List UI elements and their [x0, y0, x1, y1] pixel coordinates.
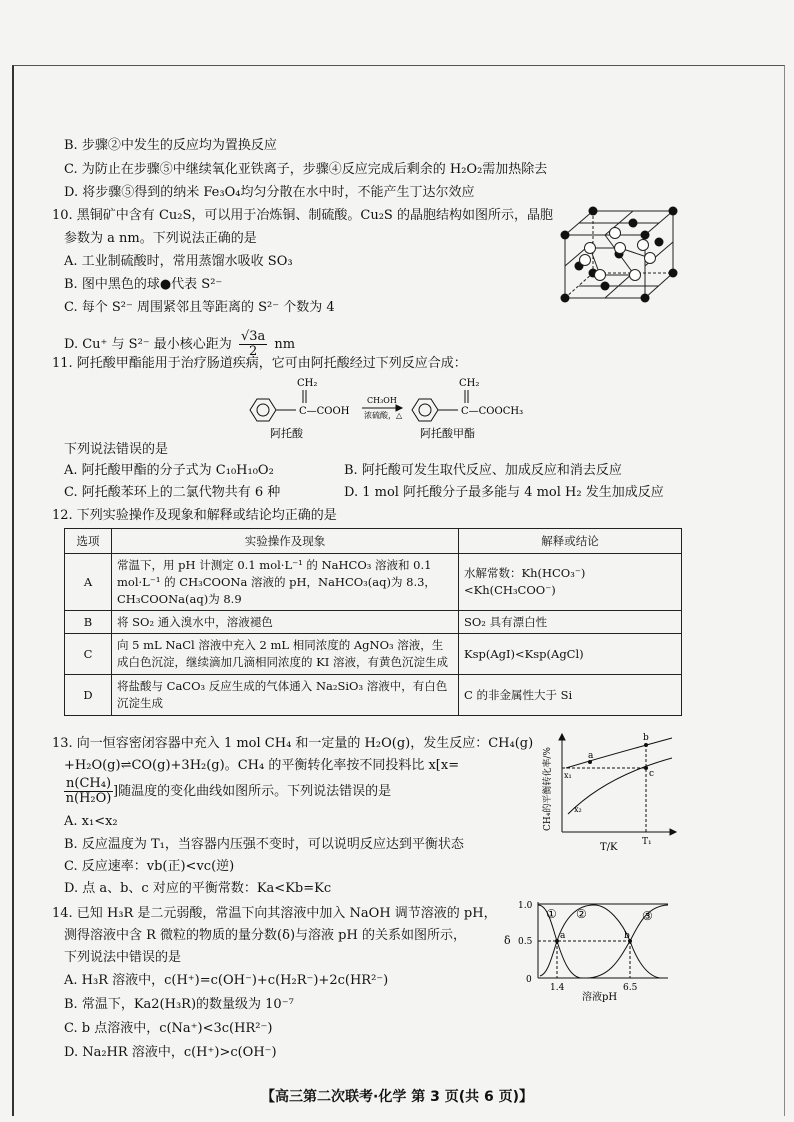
q14-stem-2: 测得溶液中含 R 微粒的物质的量分数(δ)与溶液 pH 的关系如图所示， — [64, 928, 466, 943]
table-row — [65, 675, 682, 716]
point-a — [555, 939, 559, 943]
q14-option-a: A. H₃R 溶液中，c(H⁺)=c(OH⁻)+c(H₂R⁻)+2c(HR²⁻) — [64, 973, 389, 988]
cooch3-group: C—COOCH₃ — [461, 406, 524, 417]
q9-option-b: B. 步骤②中发生的反应均为置换反应 — [64, 138, 277, 153]
q13-option-b: B. 反应温度为 T₁，当容器内压强不变时，可以说明反应达到平衡状态 — [64, 837, 464, 852]
point-c — [644, 766, 648, 770]
q10-stem-1: 10. 黑铜矿中含有 Cu₂S，可以用于冶炼铜、制硫酸。Cu₂S 的晶胞结构如图所示，晶胞 — [52, 208, 553, 223]
table-row — [65, 611, 682, 634]
point-b — [644, 743, 648, 747]
graph13-xlabel: T/K — [600, 842, 618, 853]
curve-3-label: ③ — [642, 909, 653, 923]
methyl-atropate-label: 阿托酸甲酯 — [420, 427, 475, 440]
table-row — [65, 554, 682, 611]
graph14-y-05: 0.5 — [518, 937, 533, 947]
graph14-y-1: 1.0 — [518, 901, 533, 911]
q12-stem: 12. 下列实验操作及现象和解释或结论均正确的是 — [52, 508, 337, 523]
q10-stem-2: 参数为 a nm。下列说法正确的是 — [64, 231, 257, 246]
graph14-xlabel: 溶液pH — [582, 992, 618, 1003]
graph14-a-label: a — [560, 931, 566, 941]
graph13-t1: T₁ — [642, 837, 652, 847]
q9-option-d: D. 将步骤⑤得到的纳米 Fe₃O₄均匀分散在水中时，不能产生丁达尔效应 — [64, 185, 475, 200]
graph13-x1-label: x₁ — [564, 771, 572, 780]
graph13-b-label: b — [643, 733, 649, 743]
q11-stem-2: 下列说法错误的是 — [64, 442, 169, 457]
q13-option-c: C. 反应速率：vb(正)<vc(逆) — [64, 859, 235, 874]
atropic-acid-label: 阿托酸 — [270, 427, 303, 440]
table-header-row — [65, 529, 682, 554]
q13-stem-3 — [64, 777, 391, 806]
row-conclusion: SO₂ 具有漂白性 — [459, 611, 682, 634]
q13-stem-3-text: ]随温度的变化曲线如图所示。下列说法错误的是 — [113, 784, 392, 799]
graph13-x2-label: x₂ — [574, 805, 582, 814]
graph13-a-label: a — [588, 751, 594, 761]
q13-ratio-denominator: n(H₂O) — [65, 791, 112, 806]
row-option: A — [65, 554, 112, 611]
row-operation: 将盐酸与 CaCO₃ 反应生成的气体通入 Na₂SiO₃ 溶液中，有白色沉淀生成 — [112, 675, 459, 716]
page-footer: 【高三第二次联考·化学 第 3 页(共 6 页)】 — [261, 1089, 533, 1105]
q14-option-d: D. Na₂HR 溶液中，c(H⁺)>c(OH⁻) — [64, 1045, 277, 1060]
q10-option-b: B. 图中黑色的球●代表 S²⁻ — [64, 277, 223, 292]
q10-d-unit: nm — [274, 337, 296, 352]
ch2-left: CH₂ — [297, 378, 318, 389]
table-row — [65, 634, 682, 675]
q14-option-c: C. b 点溶液中，c(Na⁺)<3c(HR²⁻) — [64, 1021, 273, 1036]
conversion-rate-graph — [536, 728, 682, 856]
graph13-c-label: c — [649, 769, 655, 779]
q11-option-c: C. 阿托酸苯环上的二氯代物共有 6 种 — [64, 485, 281, 500]
q10-option-c: C. 每个 S²⁻ 周围紧邻且等距离的 S²⁻ 个数为 4 — [64, 300, 335, 315]
q14-option-b: B. 常温下，Ka2(H₃R)的数量级为 10⁻⁷ — [64, 997, 294, 1012]
crystal-cell-figure — [555, 203, 685, 303]
row-option: C — [65, 634, 112, 675]
q11-option-a: A. 阿托酸甲酯的分子式为 C₁₀H₁₀O₂ — [64, 463, 274, 478]
graph14-b-label: b — [624, 931, 630, 941]
distribution-fraction-graph — [500, 896, 675, 1004]
reaction-scheme — [240, 376, 540, 442]
experiment-table — [64, 528, 682, 716]
reagent-top: CH₃OH — [367, 396, 397, 405]
header-conclusion: 解释或结论 — [459, 529, 682, 554]
row-operation: 将 SO₂ 通入溴水中，溶液褪色 — [112, 611, 459, 634]
row-option: B — [65, 611, 112, 634]
header-operation: 实验操作及现象 — [112, 529, 459, 554]
q13-ratio-fraction — [64, 777, 113, 806]
q13-stem-1: 13. 向一恒容密闭容器中充入 1 mol CH₄ 和一定量的 H₂O(g)，发生反应：CH₄(g) — [52, 736, 534, 751]
reagent-bottom: 浓硫酸，△ — [364, 411, 403, 420]
q13-stem-2: +H₂O(g)⇌CO(g)+3H₂(g)。CH₄ 的平衡转化率按不同投料比 x[x= — [64, 758, 460, 773]
q14-stem-1: 14. 已知 H₃R 是二元弱酸，常温下向其溶液中加入 NaOH 调节溶液的 pH， — [52, 906, 497, 921]
q13-option-d: D. 点 a、b、c 对应的平衡常数：Ka<Kb=Kc — [64, 881, 332, 896]
graph14-ylabel: δ — [504, 934, 511, 947]
row-operation: 向 5 mL NaCl 溶液中充入 2 mL 相同浓度的 AgNO₃ 溶液，生成白色沉淀，继续滴加几滴相同浓度的 KI 溶液，有黄色沉淀生成 — [112, 634, 459, 675]
row-option: D — [65, 675, 112, 716]
q10-option-a: A. 工业制硫酸时，常用蒸馏水吸收 SO₃ — [64, 254, 293, 269]
q11-stem-1: 11. 阿托酸甲酯能用于治疗肠道疾病，它可由阿托酸经过下列反应合成： — [52, 356, 467, 371]
cooh-group: C—COOH — [299, 406, 350, 417]
q13-option-a: A. x₁<x₂ — [64, 814, 118, 829]
graph13-ylabel: CH₄的平衡转化率/% — [543, 747, 553, 831]
row-conclusion: Ksp(AgI)<Ksp(AgCl) — [459, 634, 682, 675]
row-conclusion: 水解常数：Kh(HCO₃⁻)<Kh(CH₃COO⁻) — [459, 554, 682, 611]
header-option: 选项 — [65, 529, 112, 554]
row-conclusion: C 的非金属性大于 Si — [459, 675, 682, 716]
curve-2-label: ② — [576, 907, 587, 921]
q10-d-prefix: D. Cu⁺ 与 S²⁻ 最小核心距为 — [64, 337, 232, 352]
graph14-y-0: 0 — [526, 975, 532, 985]
q14-stem-3: 下列说法中错误的是 — [64, 950, 182, 965]
q9-option-c: C. 为防止在步骤⑤中继续氧化亚铁离子，步骤④反应完成后剩余的 H₂O₂需加热除去 — [64, 162, 548, 177]
q11-option-d: D. 1 mol 阿托酸分子最多能与 4 mol H₂ 发生加成反应 — [344, 485, 664, 500]
curve-1-label: ① — [546, 907, 557, 921]
row-operation: 常温下，用 pH 计测定 0.1 mol·L⁻¹ 的 NaHCO₃ 溶液和 0.1 mol·L⁻¹ 的 CH₃COONa 溶液的 pH，NaHCO₃(aq)为 8.3，CH₃COONa(aq)为 8.9 — [112, 554, 459, 611]
q11-option-b: B. 阿托酸可发生取代反应、加成反应和消去反应 — [344, 463, 622, 478]
q10-d-denominator: 2 — [248, 344, 258, 359]
graph14-x-tick-1: 1.4 — [550, 983, 565, 993]
ch2-right: CH₂ — [459, 378, 480, 389]
graph14-x-tick-2: 6.5 — [623, 983, 638, 993]
q10-d-numerator: √3a — [240, 329, 266, 344]
q13-ratio-numerator: n(CH₄) — [66, 776, 112, 791]
